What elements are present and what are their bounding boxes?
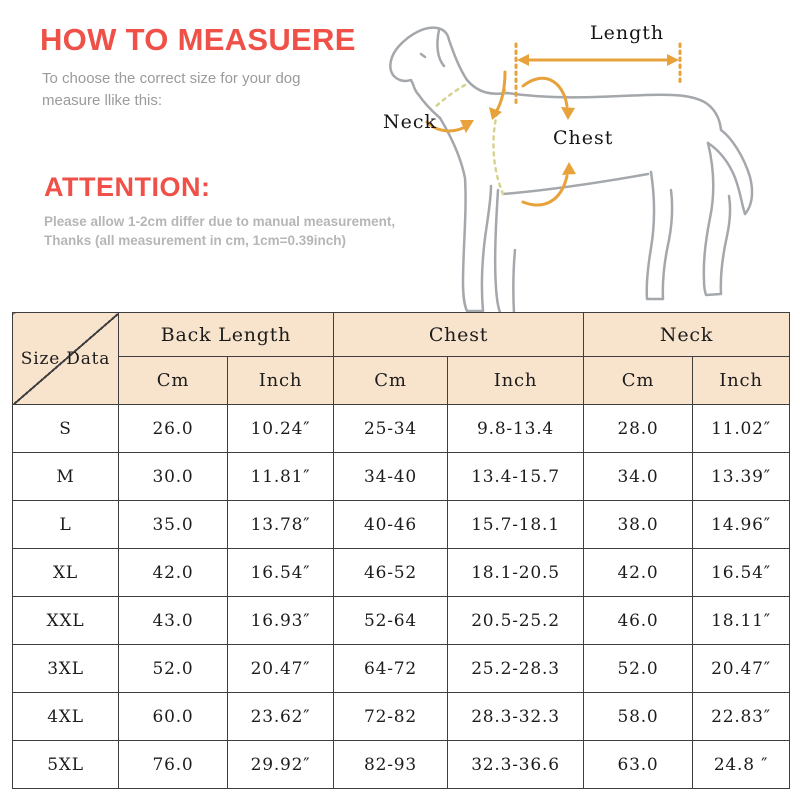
back-inch-cell: 10.24″ [228, 405, 334, 453]
size-label: 5XL [13, 741, 119, 789]
attention-line-1: Please allow 1-2cm differ due to manual measurement, [44, 214, 396, 229]
neck-inch-cell: 20.47″ [693, 645, 790, 693]
neck-inch-cell: 14.96″ [693, 501, 790, 549]
size-label: XL [13, 549, 119, 597]
attention-title: ATTENTION: [44, 172, 211, 202]
neck-cm-cell: 46.0 [584, 597, 693, 645]
intro-text [42, 68, 300, 112]
neck-cm-cell: 52.0 [584, 645, 693, 693]
back-cm-cell: 30.0 [119, 453, 228, 501]
back-inch-cell: 11.81″ [228, 453, 334, 501]
table-row [13, 405, 790, 453]
group-header-chest: Chest [334, 313, 584, 357]
size-label: M [13, 453, 119, 501]
back-inch-cell: 16.93″ [228, 597, 334, 645]
back-inch-cell: 29.92″ [228, 741, 334, 789]
chest-inch-cell: 9.8-13.4 [448, 405, 584, 453]
unit-header-neck-cm: Cm [584, 357, 693, 405]
back-cm-cell: 35.0 [119, 501, 228, 549]
back-inch-cell: 13.78″ [228, 501, 334, 549]
unit-header-chest-cm: Cm [334, 357, 448, 405]
table-row [13, 645, 790, 693]
back-cm-cell: 43.0 [119, 597, 228, 645]
chest-inch-cell: 28.3-32.3 [448, 693, 584, 741]
back-cm-cell: 52.0 [119, 645, 228, 693]
chest-inch-cell: 15.7-18.1 [448, 501, 584, 549]
dotted-measure-lines [435, 85, 505, 194]
neck-inch-cell: 11.02″ [693, 405, 790, 453]
unit-header-back-cm: Cm [119, 357, 228, 405]
neck-inch-cell: 24.8 ″ [693, 741, 790, 789]
chest-cm-cell: 46-52 [334, 549, 448, 597]
size-label: L [13, 501, 119, 549]
intro-line-2: measure llike this: [42, 92, 163, 109]
group-header-neck: Neck [584, 313, 790, 357]
attention-line-2: Thanks (all measurement in cm, 1cm=0.39inch) [44, 233, 346, 248]
table-row [13, 549, 790, 597]
size-table [12, 312, 790, 789]
chest-inch-cell: 20.5-25.2 [448, 597, 584, 645]
back-inch-cell: 20.47″ [228, 645, 334, 693]
intro-line-1: To choose the correct size for your dog [42, 70, 301, 87]
chest-cm-cell: 52-64 [334, 597, 448, 645]
length-label: Length [590, 22, 665, 44]
neck-inch-cell: 22.83″ [693, 693, 790, 741]
chest-inch-cell: 32.3-36.6 [448, 741, 584, 789]
neck-cm-cell: 38.0 [584, 501, 693, 549]
dog-measurement-diagram [355, 10, 800, 315]
neck-cm-cell: 58.0 [584, 693, 693, 741]
size-label: 4XL [13, 693, 119, 741]
table-group-header-row [13, 313, 790, 357]
page-title: HOW TO MEASUERE [40, 22, 356, 57]
table-row [13, 741, 790, 789]
attention-text [44, 212, 395, 250]
unit-header-chest-inch: Inch [448, 357, 584, 405]
neck-arrows [427, 72, 505, 133]
table-unit-header-row [13, 357, 790, 405]
unit-header-neck-inch: Inch [693, 357, 790, 405]
size-label: 3XL [13, 645, 119, 693]
neck-cm-cell: 34.0 [584, 453, 693, 501]
size-label: S [13, 405, 119, 453]
back-inch-cell: 23.62″ [228, 693, 334, 741]
neck-inch-cell: 16.54″ [693, 549, 790, 597]
chest-cm-cell: 72-82 [334, 693, 448, 741]
chest-cm-cell: 82-93 [334, 741, 448, 789]
back-cm-cell: 42.0 [119, 549, 228, 597]
back-cm-cell: 26.0 [119, 405, 228, 453]
table-row [13, 597, 790, 645]
table-row [13, 693, 790, 741]
back-inch-cell: 16.54″ [228, 549, 334, 597]
group-header-back-length: Back Length [119, 313, 334, 357]
corner-cell: Size Data [13, 313, 119, 405]
neck-inch-cell: 18.11″ [693, 597, 790, 645]
neck-cm-cell: 63.0 [584, 741, 693, 789]
size-label: XXL [13, 597, 119, 645]
chest-inch-cell: 13.4-15.7 [448, 453, 584, 501]
chest-cm-cell: 64-72 [334, 645, 448, 693]
chest-cm-cell: 34-40 [334, 453, 448, 501]
chest-cm-cell: 40-46 [334, 501, 448, 549]
neck-cm-cell: 42.0 [584, 549, 693, 597]
table-row [13, 453, 790, 501]
table-row [13, 501, 790, 549]
chest-label: Chest [553, 127, 614, 149]
neck-inch-cell: 13.39″ [693, 453, 790, 501]
chest-inch-cell: 25.2-28.3 [448, 645, 584, 693]
neck-cm-cell: 28.0 [584, 405, 693, 453]
back-cm-cell: 76.0 [119, 741, 228, 789]
unit-header-back-inch: Inch [228, 357, 334, 405]
chest-cm-cell: 25-34 [334, 405, 448, 453]
chest-inch-cell: 18.1-20.5 [448, 549, 584, 597]
neck-label: Neck [383, 111, 438, 133]
back-cm-cell: 60.0 [119, 693, 228, 741]
